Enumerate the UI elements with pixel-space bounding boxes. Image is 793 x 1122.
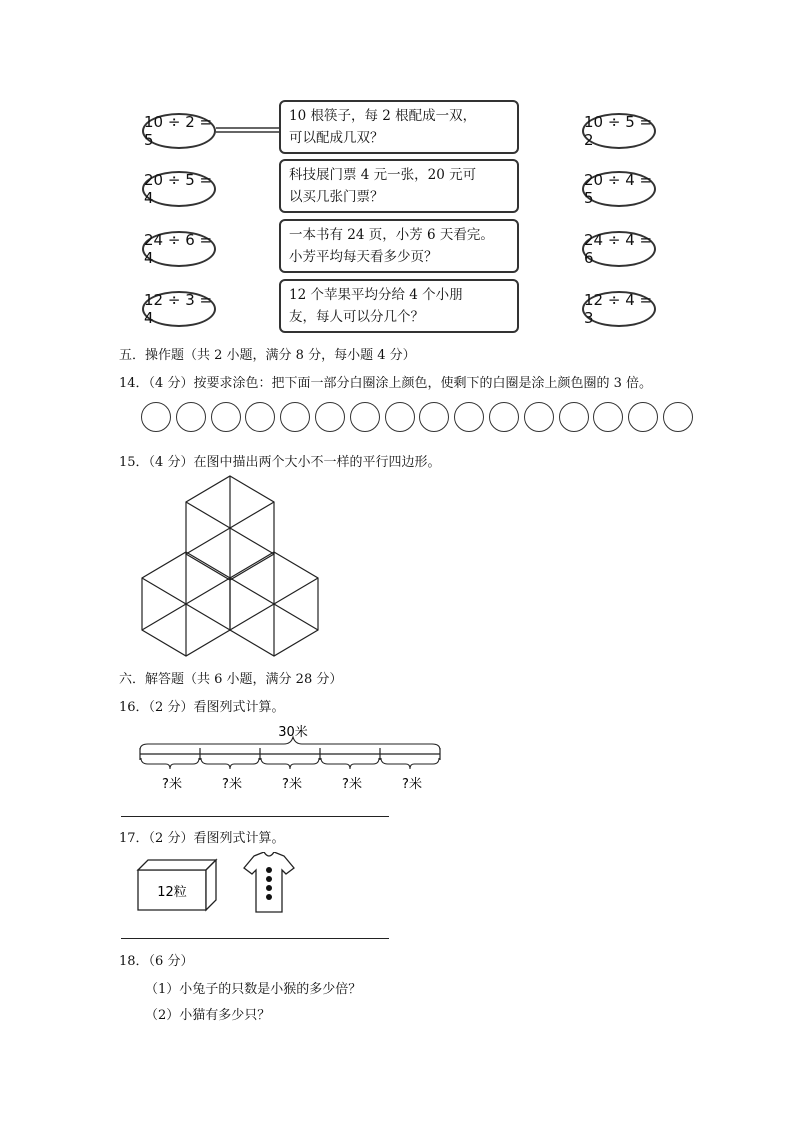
question-18-sub-1: （1）小兔子的只数是小猴的多少倍？ [145, 982, 362, 997]
white-circle[interactable] [245, 402, 275, 432]
left-equation-3[interactable]: 24 ÷ 6 = 4 [142, 231, 216, 267]
white-circle[interactable] [419, 402, 449, 432]
white-circle[interactable] [628, 402, 658, 432]
right-equation-4[interactable]: 12 ÷ 4 = 3 [582, 291, 656, 327]
white-circle[interactable] [559, 402, 589, 432]
button-box [138, 860, 216, 910]
problem-box-1[interactable] [279, 100, 519, 154]
box-label: 12粒 [157, 885, 187, 900]
problem-line: 可以配成几双？ [289, 130, 384, 146]
bottom-brace [261, 758, 319, 769]
problem-line: 友，每人可以分几个？ [289, 309, 424, 325]
white-circle[interactable] [141, 402, 171, 432]
answer-line-16[interactable] [121, 816, 389, 817]
white-circle[interactable] [176, 402, 206, 432]
segment-label: ?米 [222, 777, 242, 792]
white-circle[interactable] [211, 402, 241, 432]
shirt-icon [244, 852, 294, 912]
segment-label: ?米 [282, 777, 302, 792]
problem-line: 一本书有 24 页，小芳 6 天看完。 [289, 227, 494, 243]
hexagon-bottom-right [230, 552, 318, 656]
left-equation-4[interactable]: 12 ÷ 3 = 4 [142, 291, 216, 327]
question-18-text: 18．（6 分） [119, 954, 194, 969]
circle-row [141, 402, 693, 432]
problem-line: 科技展门票 4 元一张，20 元可 [289, 167, 477, 183]
white-circle[interactable] [489, 402, 519, 432]
box-and-shirt-figure [136, 852, 306, 916]
right-equation-3[interactable]: 24 ÷ 4 = 6 [582, 231, 656, 267]
question-16-text: 16．（2 分）看图列式计算。 [119, 700, 285, 715]
connector-line [216, 124, 280, 136]
segment-label: ?米 [402, 777, 422, 792]
section-6-title: 六．解答题（共 6 小题，满分 28 分） [119, 672, 343, 687]
section-5-title: 五．操作题（共 2 小题，满分 8 分，每小题 4 分） [119, 348, 416, 363]
hexagon-top [186, 476, 274, 580]
right-equation-2[interactable]: 20 ÷ 4 = 5 [582, 171, 656, 207]
problem-line: 以买几张门票？ [289, 189, 384, 205]
question-17-text: 17．（2 分）看图列式计算。 [119, 831, 285, 846]
bottom-brace [321, 758, 379, 769]
total-length-label: 30米 [278, 725, 308, 740]
question-18-sub-2: （2）小猫有多少只？ [145, 1008, 271, 1023]
white-circle[interactable] [524, 402, 554, 432]
white-circle[interactable] [454, 402, 484, 432]
segment-label: ?米 [342, 777, 362, 792]
segment-diagram [136, 720, 448, 796]
segment-label: ?米 [162, 777, 182, 792]
bottom-brace [201, 758, 259, 769]
white-circle[interactable] [280, 402, 310, 432]
hexagon-bottom-left [142, 552, 230, 656]
problem-line: 12 个苹果平均分给 4 个小朋 [289, 287, 463, 303]
white-circle[interactable] [663, 402, 693, 432]
problem-line: 10 根筷子，每 2 根配成一双， [289, 108, 477, 124]
bottom-brace [141, 758, 199, 769]
question-14-text: 14．（4 分）按要求涂色：把下面一部分白圈涂上颜色，使剩下的白圈是涂上颜色圈的 3 倍。 [119, 376, 652, 391]
problem-box-3[interactable] [279, 219, 519, 273]
problem-box-2[interactable] [279, 159, 519, 213]
answer-line-17[interactable] [121, 938, 389, 939]
left-equation-2[interactable]: 20 ÷ 5 = 4 [142, 171, 216, 207]
white-circle[interactable] [593, 402, 623, 432]
triangle-grid-figure[interactable] [138, 474, 324, 658]
problem-box-4[interactable] [279, 279, 519, 333]
bottom-brace [381, 758, 439, 769]
problem-line: 小芳平均每天看多少页？ [289, 249, 438, 265]
white-circle[interactable] [350, 402, 380, 432]
question-15-text: 15．（4 分）在图中描出两个大小不一样的平行四边形。 [119, 455, 441, 470]
left-equation-1[interactable]: 10 ÷ 2 = 5 [142, 113, 216, 149]
white-circle[interactable] [315, 402, 345, 432]
right-equation-1[interactable]: 10 ÷ 5 = 2 [582, 113, 656, 149]
white-circle[interactable] [385, 402, 415, 432]
